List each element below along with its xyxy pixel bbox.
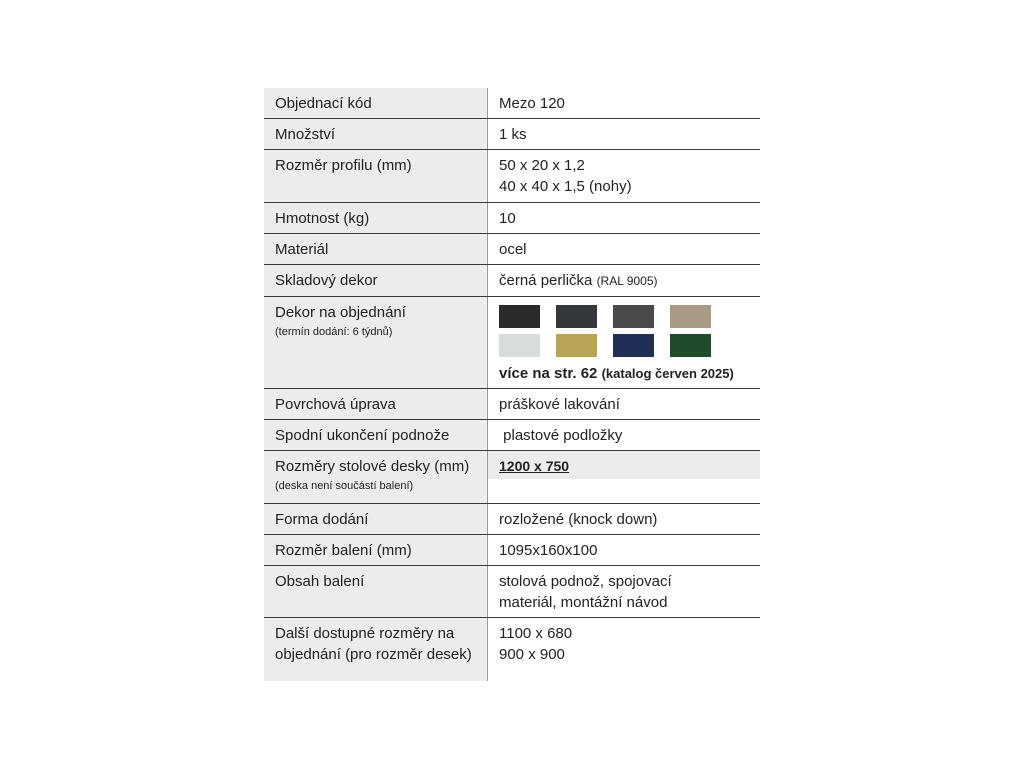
row-label: Forma dodání [264,504,488,534]
color-swatch-beige [670,305,711,328]
row-value [488,566,760,617]
row-label [264,451,488,503]
desk-size-empty [488,479,760,503]
row-label: Materiál [264,234,488,264]
desk-size-value: 1200 x 750 [488,451,760,479]
spec-table [264,88,760,681]
color-swatch-green [670,334,711,357]
row-value [488,265,760,296]
row-value [488,150,760,202]
row-surface-finish [264,389,760,420]
value-line: 40 x 40 x 1,5 (nohy) [499,178,632,195]
row-package-contents [264,566,760,618]
row-value [488,451,760,503]
color-swatch-black [499,305,540,328]
label-line: objednání (pro rozměr desek) [275,646,472,663]
row-value: Mezo 120 [499,95,565,112]
label-main: Rozměry stolové desky (mm) [275,458,470,475]
row-bottom-finish [264,420,760,451]
color-swatch-dark-grey [556,305,597,328]
row-material [264,234,760,265]
value-line: 50 x 20 x 1,2 [499,157,585,174]
row-label: Objednací kód [264,88,488,118]
color-swatch-metallic-grey [613,305,654,328]
row-label [264,297,488,388]
row-label: Povrchová úprava [264,389,488,419]
row-value [488,618,760,681]
row-value: rozložené (knock down) [499,511,658,528]
value-line: 1100 x 680 [499,625,573,642]
value-main: černá perlička [499,272,593,289]
color-swatch-grid [499,305,752,357]
row-weight [264,203,760,234]
row-label: Skladový dekor [264,265,488,296]
label-note: (termín dodání: 6 týdnů) [275,326,393,338]
value-line: stolová podnož, spojovací [499,573,672,590]
more-info [499,363,752,384]
row-label: Množství [264,119,488,149]
label-note: (deska není součástí balení) [275,480,414,492]
row-order-code [264,88,760,119]
label-line: Další dostupné rozměry na [275,625,455,642]
row-value: práškové lakování [499,396,620,413]
label-main: Dekor na objednání [275,304,406,321]
row-label: Spodní ukončení podnože [264,420,488,450]
row-label: Hmotnost (kg) [264,203,488,233]
row-label: Obsah balení [264,566,488,617]
row-value: plastové podložky [499,427,623,444]
color-swatch-light-grey [499,334,540,357]
row-value: 1 ks [499,126,527,143]
row-value [488,297,760,388]
row-quantity [264,119,760,150]
row-other-sizes [264,618,760,681]
value-line: 900 x 900 [499,646,565,663]
row-package-size [264,535,760,566]
value-note: (RAL 9005) [596,274,658,288]
row-decor-on-order [264,297,760,389]
color-swatch-gold [556,334,597,357]
row-value: 1095x160x100 [499,542,598,559]
color-swatch-navy [613,334,654,357]
row-desk-size [264,451,760,504]
row-profile-size [264,150,760,203]
row-label: Rozměr balení (mm) [264,535,488,565]
row-label: Rozměr profilu (mm) [264,150,488,202]
more-note: (katalog červen 2025) [601,366,734,381]
row-value: ocel [499,241,527,258]
row-value: 10 [499,210,516,227]
row-label [264,618,488,681]
row-stock-decor [264,265,760,297]
row-delivery-form [264,504,760,535]
value-line: materiál, montážní návod [499,594,668,611]
more-main: více na str. 62 [499,365,598,382]
